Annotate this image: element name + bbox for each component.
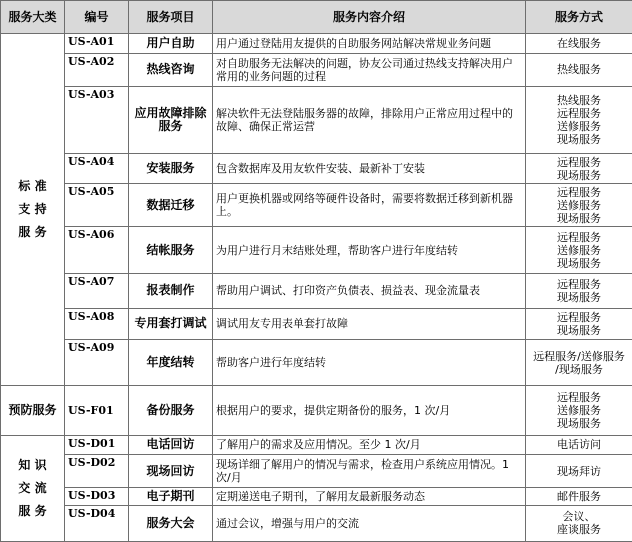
table-row (1, 34, 632, 54)
table-row (1, 274, 632, 308)
method-cell: 电话访问 (526, 435, 632, 454)
table-row (1, 435, 632, 454)
table-row (1, 184, 632, 226)
method-cell: 邮件服务 (526, 488, 632, 505)
category-preventive: 预防服务 (1, 386, 65, 435)
table-row (1, 154, 632, 184)
code-cell: US-A06 (65, 226, 129, 273)
code-cell: US-D03 (65, 488, 129, 505)
content-cell: 用户通过登陆用友提供的自助服务网站解决常规业务问题 (213, 34, 526, 54)
item-cell: 结帐服务 (129, 226, 213, 273)
table-row (1, 54, 632, 86)
category-standard-support: 标 准 支 持 服 务 (1, 34, 65, 386)
code-cell: US-A02 (65, 54, 129, 86)
code-cell: US-A07 (65, 274, 129, 308)
code-cell: US-A09 (65, 339, 129, 385)
code-cell: US-A01 (65, 34, 129, 54)
item-cell: 年度结转 (129, 339, 213, 385)
code-cell: US-F01 (65, 386, 129, 435)
item-cell: 用户自助 (129, 34, 213, 54)
table-row (1, 339, 632, 385)
method-cell: 远程服务 现场服务 (526, 154, 632, 184)
item-cell: 应用故障排除服务 (129, 86, 213, 154)
table-row (1, 86, 632, 154)
item-cell: 安装服务 (129, 154, 213, 184)
content-cell: 现场详细了解用户的情况与需求，检查用户系统应用情况。1 次/月 (213, 455, 526, 488)
method-cell: 现场拜访 (526, 455, 632, 488)
header-category: 服务大类 (1, 1, 65, 34)
code-cell: US-D02 (65, 455, 129, 488)
method-cell: 热线服务 (526, 54, 632, 86)
header-method: 服务方式 (526, 1, 632, 34)
table-row (1, 488, 632, 505)
item-cell: 报表制作 (129, 274, 213, 308)
item-cell: 备份服务 (129, 386, 213, 435)
category-knowledge-exchange: 知 识 交 流 服 务 (1, 435, 65, 541)
method-cell: 在线服务 (526, 34, 632, 54)
code-cell: US-D04 (65, 505, 129, 541)
method-cell: 会议、 座谈服务 (526, 505, 632, 541)
code-cell: US-A04 (65, 154, 129, 184)
method-cell: 远程服务 送修服务 现场服务 (526, 386, 632, 435)
content-cell: 用户更换机器或网络等硬件设备时，需要将数据迁移到新机器上。 (213, 184, 526, 226)
table-row (1, 386, 632, 435)
content-cell: 通过会议，增强与用户的交流 (213, 505, 526, 541)
item-cell: 专用套打调试 (129, 308, 213, 339)
content-cell: 定期递送电子期刊，了解用友最新服务动态 (213, 488, 526, 505)
item-cell: 电子期刊 (129, 488, 213, 505)
item-cell: 电话回访 (129, 435, 213, 454)
header-content: 服务内容介绍 (213, 1, 526, 34)
method-cell: 远程服务 现场服务 (526, 274, 632, 308)
code-cell: US-D01 (65, 435, 129, 454)
content-cell: 根据用户的要求，提供定期备份的服务，1 次/月 (213, 386, 526, 435)
content-cell: 包含数据库及用友软件安装、最新补丁安装 (213, 154, 526, 184)
table-row (1, 455, 632, 488)
method-cell: 远程服务 送修服务 现场服务 (526, 226, 632, 273)
content-cell: 了解用户的需求及应用情况。至少 1 次/月 (213, 435, 526, 454)
table-row (1, 505, 632, 541)
header-row (1, 1, 632, 34)
item-cell: 数据迁移 (129, 184, 213, 226)
content-cell: 解决软件无法登陆服务器的故障，排除用户正常应用过程中的故障、确保正常运营 (213, 86, 526, 154)
item-cell: 热线咨询 (129, 54, 213, 86)
method-cell: 热线服务 远程服务 送修服务 现场服务 (526, 86, 632, 154)
method-cell: 远程服务 现场服务 (526, 308, 632, 339)
code-cell: US-A03 (65, 86, 129, 154)
content-cell: 帮助客户进行年度结转 (213, 339, 526, 385)
table-row (1, 308, 632, 339)
content-cell: 调试用友专用表单套打故障 (213, 308, 526, 339)
code-cell: US-A05 (65, 184, 129, 226)
header-code: 编号 (65, 1, 129, 34)
item-cell: 服务大会 (129, 505, 213, 541)
method-cell: 远程服务 送修服务 现场服务 (526, 184, 632, 226)
header-item: 服务项目 (129, 1, 213, 34)
content-cell: 帮助用户调试、打印资产负债表、损益表、现金流量表 (213, 274, 526, 308)
content-cell: 为用户进行月末结账处理，帮助客户进行年度结转 (213, 226, 526, 273)
method-cell: 远程服务/送修服务 /现场服务 (526, 339, 632, 385)
content-cell: 对自助服务无法解决的问题，协友公司通过热线支持解决用户常用的业务问题的过程 (213, 54, 526, 86)
item-cell: 现场回访 (129, 455, 213, 488)
table-row (1, 226, 632, 273)
code-cell: US-A08 (65, 308, 129, 339)
